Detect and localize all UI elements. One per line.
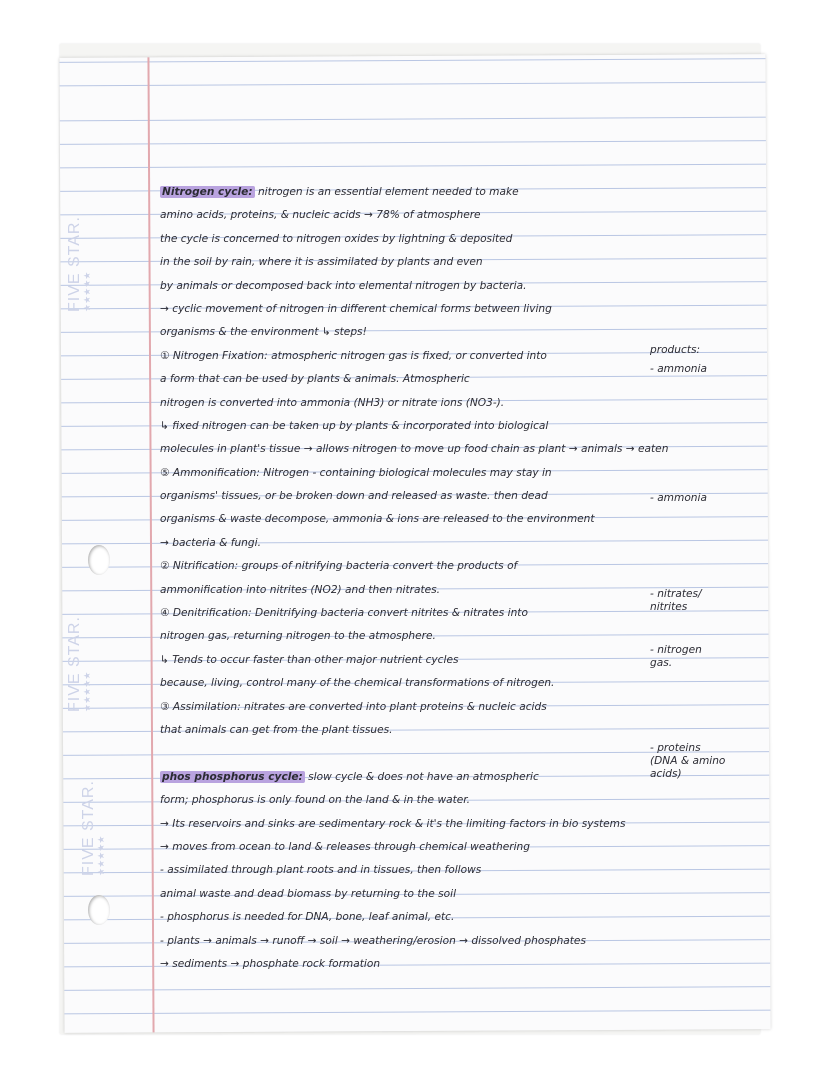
- note-line: molecules in plant's tissue → allows nitrogen to move up food chain as plant → animals → eaten: [160, 443, 669, 456]
- note-line-blank: [160, 742, 700, 765]
- side-note-nitrification: [650, 588, 770, 614]
- note-line-nitrogen-heading: Nitrogen cycle: nitrogen is an essential element needed to make: [162, 186, 519, 198]
- side-note-products: [650, 344, 770, 376]
- brand-stars: ★★★★★: [82, 271, 92, 312]
- side-note-text: - ammonia: [650, 492, 707, 504]
- note-line: → moves from ocean to land & releases through chemical weathering: [160, 840, 530, 853]
- note-line-nitrification: ② Nitrification: groups of nitrifying bacteria convert the products of: [160, 560, 518, 573]
- brand-stars: ★★★★★: [82, 671, 92, 712]
- binder-hole: [88, 545, 110, 575]
- brand-mark: [80, 780, 107, 876]
- highlighted-heading: phos phosphorus cycle:: [162, 770, 303, 783]
- note-line-denitrification: ④ Denitrification: Denitrifying bacteria convert nitrites & nitrates into: [160, 607, 528, 620]
- note-line: by animals or decomposed back into elemental nitrogen by bacteria.: [160, 279, 527, 292]
- note-line-ammonification: ⑤ Ammonification: Nitrogen - containing biological molecules may stay in: [160, 466, 552, 479]
- brand-label: FIVE STAR.: [80, 780, 97, 876]
- note-line: nitrogen gas, returning nitrogen to the atmosphere.: [160, 630, 436, 643]
- note-line: ↳ Tends to occur faster than other major nutrient cycles: [160, 653, 459, 666]
- note-line: the cycle is concerned to nitrogen oxides by lightning & deposited: [160, 232, 513, 245]
- note-line: amino acids, proteins, & nucleic acids → 78% of atmosphere: [160, 209, 481, 222]
- margin-line: [147, 57, 154, 1032]
- brand-label: FIVE STAR.: [66, 216, 83, 312]
- note-line: → cyclic movement of nitrogen in different chemical forms between living: [160, 302, 552, 315]
- note-line: - assimilated through plant roots and in tissues, then follows: [160, 864, 482, 877]
- side-note-text: nitrites: [650, 601, 688, 613]
- note-line-phosphorus-heading: phos phosphorus cycle: slow cycle & does not have an atmospheric: [162, 770, 539, 783]
- note-line: a form that can be used by plants & animals. Atmospheric: [160, 373, 470, 386]
- side-note-ammonification: [650, 492, 770, 505]
- note-line: in the soil by rain, where it is assimilated by plants and even: [160, 256, 483, 269]
- note-line: ↳ fixed nitrogen can be taken up by plants & incorporated into biological: [160, 419, 549, 432]
- note-line: → bacteria & fungi.: [160, 536, 261, 549]
- note-line: organisms & waste decompose, ammonia & ions are released to the environment: [160, 513, 595, 526]
- brand-label: FIVE STAR.: [66, 616, 83, 712]
- note-line: → Its reservoirs and sinks are sedimentary rock & it's the limiting factors in bio systems: [160, 817, 626, 830]
- note-line: nitrogen is converted into ammonia (NH3) or nitrate ions (NO3-).: [160, 396, 505, 409]
- binder-hole: [88, 895, 110, 925]
- note-line: - plants → animals → runoff → soil → weathering/erosion → dissolved phosphates: [160, 934, 586, 947]
- note-line: - phosphorus is needed for DNA, bone, leaf animal, etc.: [160, 911, 455, 924]
- side-note-assimilation: [650, 742, 770, 781]
- note-line: that animals can get from the plant tissues.: [160, 723, 393, 736]
- side-note-text: - proteins: [650, 742, 701, 754]
- note-line-assimilation: ③ Assimilation: nitrates are converted into plant proteins & nucleic acids: [160, 700, 547, 713]
- note-line-fixation: ① Nitrogen Fixation: atmospheric nitrogen gas is fixed, or converted into: [160, 349, 547, 362]
- side-note-text: products:: [650, 344, 701, 356]
- side-note-text: gas.: [650, 657, 673, 669]
- brand-mark: [66, 216, 93, 312]
- note-line: because, living, control many of the chemical transformations of nitrogen.: [160, 677, 555, 690]
- side-note-text: acids): [650, 768, 682, 780]
- side-note-text: - ammonia: [650, 363, 707, 375]
- note-line: organisms & the environment ↳ steps!: [160, 326, 367, 339]
- brand-stars: ★★★★★: [96, 835, 106, 876]
- side-note-text: (DNA & amino: [650, 755, 726, 767]
- highlighted-heading: Nitrogen cycle:: [162, 186, 253, 198]
- side-note-text: - nitrates/: [650, 588, 702, 600]
- note-line: animal waste and dead biomass by returning to the soil: [160, 887, 457, 900]
- handwritten-notes: [160, 181, 700, 976]
- note-line: form; phosphorus is only found on the land & in the water.: [160, 794, 471, 807]
- note-line: ammonification into nitrites (NO2) and then nitrates.: [160, 583, 441, 596]
- note-line: organisms' tissues, or be broken down and released as waste. then dead: [160, 490, 548, 503]
- side-note-denitrification: [650, 644, 770, 670]
- note-line: → sediments → phosphate rock formation: [160, 957, 381, 970]
- side-note-text: - nitrogen: [650, 644, 702, 656]
- brand-mark: [66, 616, 93, 712]
